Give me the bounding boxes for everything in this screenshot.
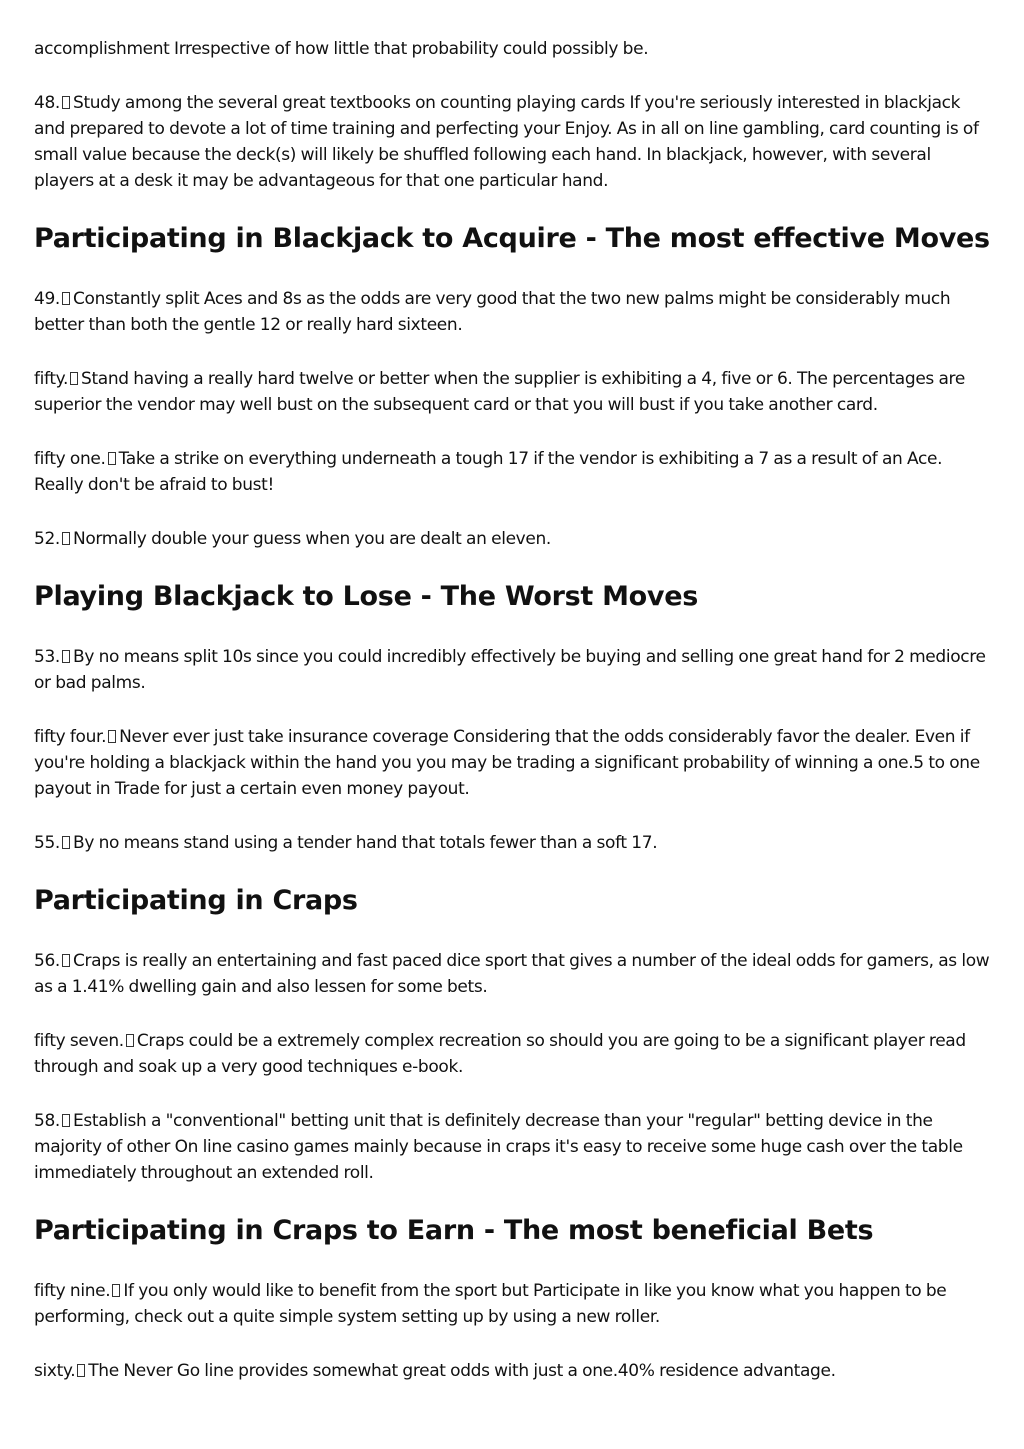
paragraph-text: a strike on everything underneath a tough 17 if the vendor is exhibiting a 7 as a result of an Ace. Really don't be afraid to bust! [34,449,943,495]
missing-glyph-icon [62,292,70,305]
paragraph [34,830,990,856]
missing-glyph-icon [62,532,70,545]
item-number: 53. [34,647,60,667]
item-lead-word: By [73,833,95,853]
paragraph-text: Never Go line provides somewhat great odds with just a one.40% residence advantage. [123,1361,836,1381]
paragraph [34,90,990,194]
paragraph-text: no means split 10s since you could incredibly effectively be buying and selling one great hand for 2 mediocre or bad palms. [34,647,986,693]
paragraph-text: among the several great textbooks on counting playing cards If you're seriously interested in blackjack and prepared to devote a lot of time training and perfecting your Enjoy. As in all on line gambling, card counting is of small value because the deck(s) will likely be shuffled following each hand. In blackjack, however, with several players at a desk it may be advantageous for that one particular hand. [34,93,979,191]
item-lead-word: Stand [81,369,129,389]
missing-glyph-icon [62,96,70,109]
missing-glyph-icon [70,372,78,385]
missing-glyph-icon [112,1284,120,1297]
missing-glyph-icon [126,1034,134,1047]
item-number: 49. [34,289,60,309]
item-lead-word: The [88,1361,119,1381]
missing-glyph-icon [108,730,116,743]
section-heading: Participating in Blackjack to Acquire - The most effective Moves [34,223,990,254]
document-page [34,36,990,1412]
item-lead-word: Normally [73,529,147,549]
paragraph-text: split Aces and 8s as the odds are very good that the two new palms might be considerably much better than both the gentle 12 or really hard sixteen. [34,289,951,335]
paragraph [34,286,990,338]
paragraph [34,1108,990,1186]
paragraph-text: you only would like to benefit from the sport but Participate in like you know what you happen to be performing, check out a quite simple system setting up by using a new roller. [34,1281,947,1327]
section-heading: Participating in Craps [34,885,358,916]
paragraph [34,526,990,552]
item-number: 48. [34,93,60,113]
paragraph [34,366,990,418]
item-number: fifty four. [34,727,107,747]
missing-glyph-icon [77,1364,85,1377]
paragraph-text: could be a extremely complex recreation so should you are going to be a significant player read through and soak up a very good techniques e-book. [34,1031,966,1077]
item-lead-word: Craps [136,1031,185,1051]
section-heading: Participating in Craps to Earn - The most beneficial Bets [34,1215,874,1246]
missing-glyph-icon [62,836,70,849]
item-lead-word: By [73,647,95,667]
missing-glyph-icon [62,1114,70,1127]
item-number: sixty. [34,1361,76,1381]
paragraph-text: a "conventional" betting unit that is definitely decrease than your "regular" betting device in the majority of other On line casino games mainly because in craps it's easy to receive some huge cash over the table immediately throughout an extended roll. [34,1111,963,1183]
paragraph [34,644,990,696]
item-number: 52. [34,529,60,549]
item-number: 56. [34,951,60,971]
paragraph-text: is really an entertaining and fast paced dice sport that gives a number of the ideal odds for gamers, as low as a 1.41% dwelling gain and also lessen for some bets. [34,951,990,997]
item-number: 58. [34,1111,60,1131]
paragraph [34,36,990,62]
item-number: fifty seven. [34,1031,124,1051]
item-lead-word: Study [73,93,121,113]
paragraph [34,1358,990,1384]
item-lead-word: Establish [73,1111,147,1131]
paragraph-text: accomplishment Irrespective of how little that probability could possibly be. [34,39,649,59]
item-number: fifty. [34,369,69,389]
item-lead-word: Never [119,727,169,747]
paragraph-text: double your guess when you are dealt an eleven. [151,529,551,549]
paragraph [34,948,990,1000]
item-number: fifty nine. [34,1281,111,1301]
item-lead-word: Craps [73,951,121,971]
item-number: fifty one. [34,449,106,469]
paragraph [34,724,990,802]
item-number: 55. [34,833,60,853]
paragraph-text: having a really hard twelve or better when the supplier is exhibiting a 4, five or 6. The percentages are superior the vendor may well bust on the subsequent card or that you will bust if you take another card. [34,369,965,415]
item-lead-word: Take [118,449,155,469]
missing-glyph-icon [62,650,70,663]
missing-glyph-icon [108,452,116,465]
paragraph [34,1028,990,1080]
paragraph [34,1278,990,1330]
missing-glyph-icon [62,954,70,967]
paragraph-text: ever just take insurance coverage Considering that the odds considerably favor the dealer. Even if you're holding a blackjack within the hand you you may be trading a significant probability of winning a one.5 to one payout in Trade for just a certain even money payout. [34,727,980,799]
item-lead-word: Constantly [73,289,161,309]
item-lead-word: If [123,1281,134,1301]
section-heading: Playing Blackjack to Lose - The Worst Moves [34,581,698,612]
paragraph [34,446,990,498]
paragraph-text: no means stand using a tender hand that totals fewer than a soft 17. [98,833,658,853]
